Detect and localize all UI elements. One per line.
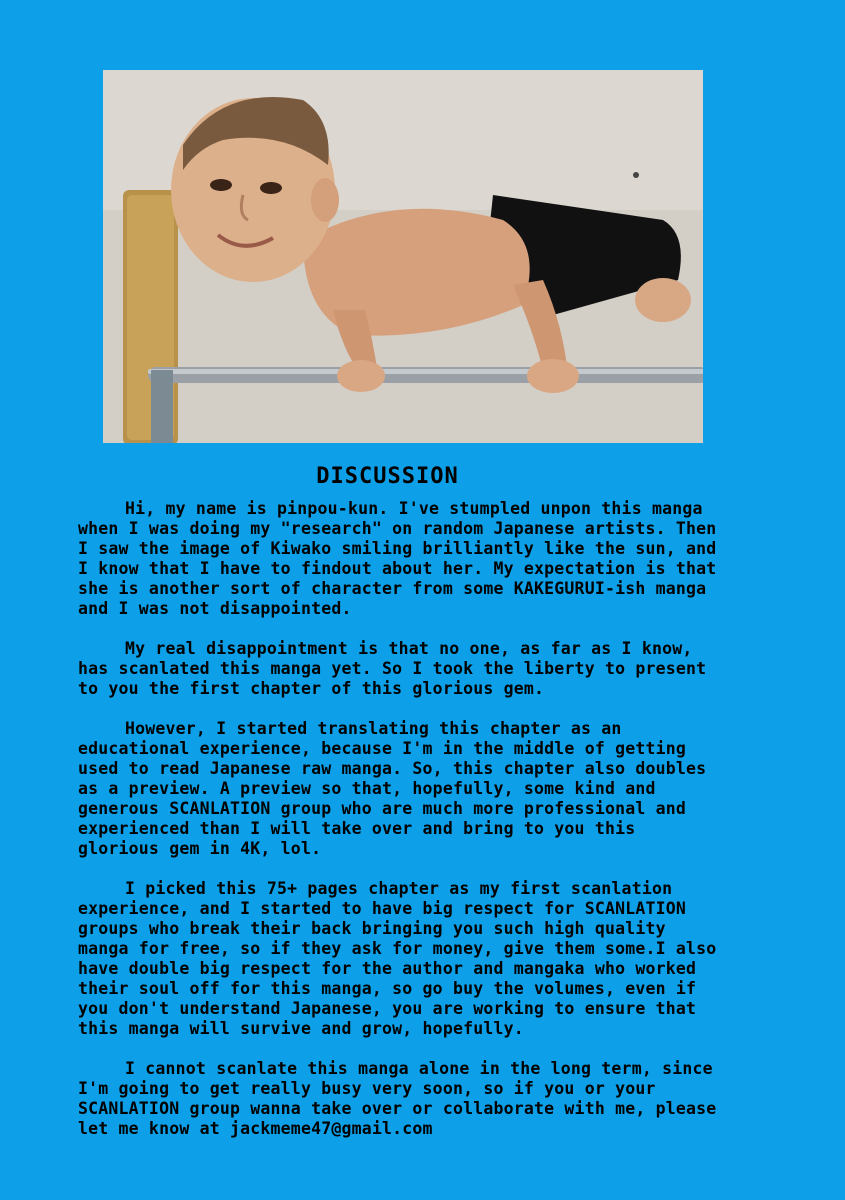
discussion-paragraph-3: However, I started translating this chapter as an educational experience, because I'm in the middle of getting used to read Japanese raw manga. So, this chapter also doubles as a preview. A preview so that, hopefully, some kind and generous SCANLATION group who are much more professional and experienced than I will take over and bring to you this glorious gem in 4K, lol.	[78, 719, 707, 858]
discussion-paragraph-5: I cannot scanlate this manga alone in the long term, since I'm going to get really busy very soon, so if you or your SCANLATION group wanna take over or collaborate with me, please let me know at jackmeme47@gmail.com	[78, 1059, 717, 1138]
discussion-paragraph-4: I picked this 75+ pages chapter as my first scanlation experience, and I started to have big respect for SCANLATION groups who break their back bringing you such high quality manga for free, so if they ask for money, give them some.I also have double big respect for the author and mangaka who worked their soul off for this manga, so go buy the volumes, even if you don't understand Japanese, you are working to ensure that this manga will survive and grow, hopefully.	[78, 879, 717, 1038]
photo-child-planche	[103, 70, 703, 443]
photo-illustration	[103, 70, 703, 443]
discussion-title: DISCUSSION	[316, 464, 459, 489]
discussion-paragraph-2: My real disappointment is that no one, as far as I know, has scanlated this manga yet. So I took the liberty to present to you the first chapter of this glorious gem.	[78, 639, 707, 698]
discussion-body	[78, 499, 778, 1159]
discussion-paragraph-1: Hi, my name is pinpou-kun. I've stumpled unpon this manga when I was doing my "research" on random Japanese artists. Then I saw the image of Kiwako smiling brilliantly like the sun, and I know that I have to findout about her. My expectation is that she is another sort of character from some KAKEGURUI-ish manga and I was not disappointed.	[78, 499, 717, 618]
